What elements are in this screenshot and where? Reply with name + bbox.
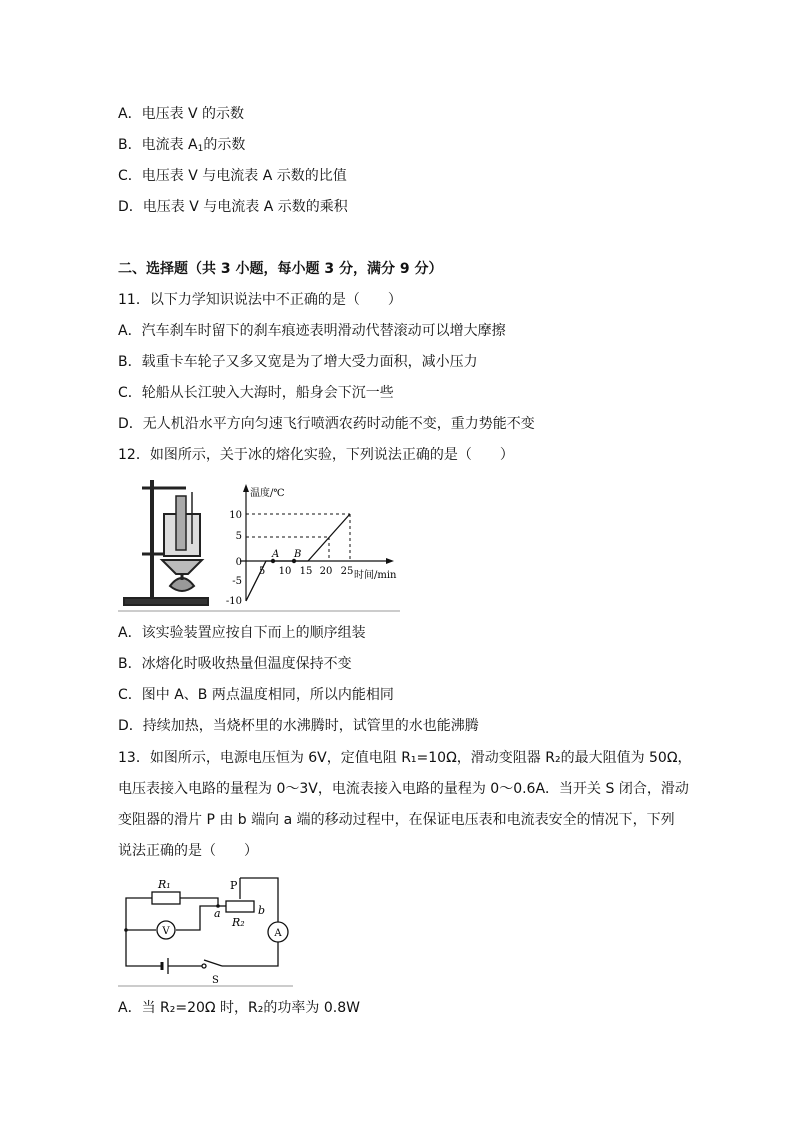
label-a: a xyxy=(214,907,221,920)
wire-r1-to-a xyxy=(180,898,218,906)
wire-ammeter-to-switch xyxy=(222,942,278,966)
q10-option-b-subscript: 1 xyxy=(197,144,204,154)
resistor-r1 xyxy=(152,892,180,904)
q13-stem-line-2: 电压表接入电路的量程为 0～3V，电流表接入电路的量程为 0～0.6A．当开关 S 闭合，滑动 xyxy=(118,781,689,797)
x-axis-arrow xyxy=(386,558,394,564)
y-tick-minus-10: -10 xyxy=(225,596,242,607)
q13-stem-line-4: 说法正确的是（ ） xyxy=(118,843,258,859)
q13-stem-line-3: 变阻器的滑片 P 由 b 端向 a 端的移动过程中，在保证电压表和电流表安全的情况下，下列 xyxy=(118,812,675,828)
label-voltmeter: V xyxy=(162,926,170,937)
q11-option-c: C．轮船从长江驶入大海时，船身会下沉一些 xyxy=(118,385,394,401)
y-tick-5: 5 xyxy=(235,531,242,542)
q10-option-b-tail: 的示数 xyxy=(203,137,246,153)
label-r2: R₂ xyxy=(232,916,245,929)
q11-stem: 11．以下力学知识说法中不正确的是（ ） xyxy=(118,292,402,308)
label-ammeter: A xyxy=(274,928,282,939)
switch-s xyxy=(204,960,222,966)
switch-pivot xyxy=(202,964,206,968)
label-switch: S xyxy=(212,975,219,986)
wire-voltmeter-to-a xyxy=(176,906,218,930)
q10-option-d: D．电压表 V 与电流表 A 示数的乘积 xyxy=(118,199,348,215)
label-p: P xyxy=(230,879,238,892)
q13-stem-line-1: 13．如图所示，电源电压恒为 6V，定值电阻 R₁=10Ω，滑动变阻器 R₂的最大阻值为 50Ω， xyxy=(118,750,692,766)
wire-left-top xyxy=(126,898,152,930)
q12-figure xyxy=(118,474,400,612)
x-tick-15: 15 xyxy=(299,566,313,577)
q12-option-c: C．图中 A、B 两点温度相同，所以内能相同 xyxy=(118,687,394,703)
apparatus-illustration xyxy=(124,480,208,605)
resistor-r2 xyxy=(226,901,254,912)
x-axis-label: 时间/min xyxy=(354,570,397,581)
q13-circuit xyxy=(118,870,293,988)
q12-option-d: D．持续加热，当烧杯里的水沸腾时，试管里的水也能沸腾 xyxy=(118,718,479,734)
x-tick-20: 20 xyxy=(319,566,333,577)
q12-option-a: A．该实验装置应按自下而上的顺序组装 xyxy=(118,625,366,641)
y-tick-10: 10 xyxy=(229,510,242,521)
q12-stem: 12．如图所示，关于冰的熔化实验，下列说法正确的是（ ） xyxy=(118,447,514,463)
q10-option-c: C．电压表 V 与电流表 A 示数的比值 xyxy=(118,168,347,184)
q10-option-a: A．电压表 V 的示数 xyxy=(118,106,245,122)
y-tick-minus-5: -5 xyxy=(232,576,242,587)
y-axis-arrow xyxy=(243,484,249,492)
q10-option-b xyxy=(118,135,245,159)
y-tick-0: 0 xyxy=(235,557,242,568)
label-r1: R₁ xyxy=(158,878,171,891)
q11-option-b: B．载重卡车轮子又多又宽是为了增大受力面积，减小压力 xyxy=(118,354,478,370)
x-tick-5: 5 xyxy=(258,566,266,577)
junction-left xyxy=(124,928,128,932)
y-axis-label: 温度/℃ xyxy=(250,488,285,499)
q11-option-d: D．无人机沿水平方向匀速飞行喷洒农药时动能不变，重力势能不变 xyxy=(118,416,535,432)
label-b: b xyxy=(258,904,266,917)
q11-option-a: A．汽车刹车时留下的刹车痕迹表明滑动代替滚动可以增大摩擦 xyxy=(118,323,506,339)
x-tick-25: 25 xyxy=(340,566,354,577)
q10-option-b-text: B．电流表 A xyxy=(118,137,198,153)
q12-option-b: B．冰熔化时吸收热量但温度保持不变 xyxy=(118,656,352,672)
q13-option-a: A．当 R₂=20Ω 时，R₂的功率为 0.8W xyxy=(118,1000,360,1016)
section-title: 二、选择题（共 3 小题，每小题 3 分，满分 9 分） xyxy=(118,261,443,277)
wire-battery-to-left xyxy=(126,930,162,966)
x-tick-10: 10 xyxy=(278,566,292,577)
temperature-graph xyxy=(226,484,397,607)
point-a-label: A xyxy=(272,549,280,560)
point-b-label: B xyxy=(294,549,302,560)
